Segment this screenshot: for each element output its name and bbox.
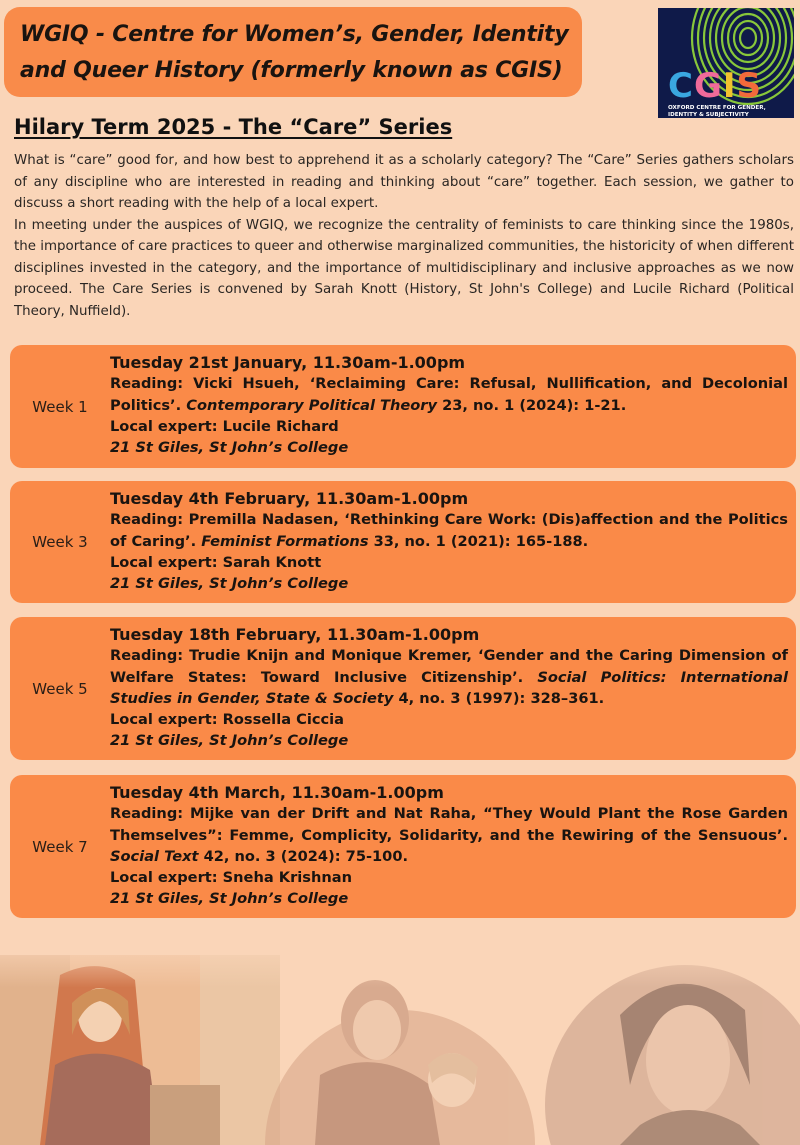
intro-text [14, 150, 794, 322]
week-label: Week 5 [32, 679, 88, 698]
intro-paragraph-1: What is “care” good for, and how best to apprehend it as a scholarly category? The “Care” Series gathers scholars of any discipline who are interested in reading and thinking about “care” together. Each session, we gather to discuss a short reading with the help of a local expert. [14, 153, 794, 211]
local-expert: Local expert: Sarah Knott [110, 553, 322, 571]
session-reading: Reading: Vicki Hsueh, ‘Reclaiming Care: Refusal, Nullification, and Decolonial Politics’. Contemporary Political Theory 23, no. 1 (2024): 1-21. [110, 375, 788, 414]
journal-title: Contemporary Political Theory [186, 396, 438, 414]
logo-wordmark: CGIS [668, 66, 763, 106]
title-line-2: and Queer History (formerly known as CGIS) [20, 58, 563, 83]
session-date: Tuesday 18th February, 11.30am-1.00pm [110, 625, 480, 644]
local-expert: Local expert: Sneha Krishnan [110, 869, 352, 887]
logo-subtitle: OXFORD CENTRE FOR GENDER, IDENTITY & SUBJECTIVITY [668, 105, 766, 118]
local-expert: Local expert: Lucile Richard [110, 417, 339, 435]
journal-title: Feminist Formations [201, 532, 369, 550]
session-location: 21 St Giles, St John’s College [110, 439, 349, 457]
cgis-logo [658, 8, 794, 118]
intro-paragraph-2: In meeting under the auspices of WGIQ, we recognize the centrality of feminists to care thinking since the 1980s, the importance of care practices to queer and otherwise marginalized communities, the historicity of when different disciplines invested in the category, and the importance of multidisciplinary and inclusive approaches as we now proceed. The Care Series is convened by Sarah Knott (History, St John's College) and Lucile Richard (Political Theory, Nuffield). [14, 217, 794, 319]
session-card-week-1 [10, 345, 796, 468]
journal-title: Social Text [110, 847, 199, 865]
session-reading: Reading: Mijke van der Drift and Nat Raha, “They Would Plant the Rose Garden Themselves”: Femme, Complicity, Solidarity, and the Rewiring of the Sensuous’. Social Text 42, no. 3 (2024): 75-100. [110, 805, 788, 865]
title-banner [4, 7, 582, 97]
session-card-week-5 [10, 617, 796, 760]
week-label: Week 7 [32, 837, 88, 856]
session-location: 21 St Giles, St John’s College [110, 732, 349, 750]
session-date: Tuesday 4th March, 11.30am-1.00pm [110, 783, 444, 802]
term-heading: Hilary Term 2025 - The “Care” Series [14, 115, 453, 139]
session-location: 21 St Giles, St John’s College [110, 890, 349, 908]
session-location: 21 St Giles, St John’s College [110, 575, 349, 593]
week-label: Week 1 [32, 397, 88, 416]
historical-portraits-collage [0, 935, 800, 1145]
session-card-week-3 [10, 481, 796, 603]
session-reading: Reading: Trudie Knijn and Monique Kremer, ‘Gender and the Caring Dimension of Welfare States: Toward Inclusive Citizenship’. Social Politics: International Studies in Gender, State & Society 4, no. 3 (1997): 328–361. [110, 647, 789, 707]
title-line-1: WGIQ - Centre for Women’s, Gender, Identity [20, 22, 569, 47]
week-label: Week 3 [32, 533, 88, 551]
local-expert: Local expert: Rossella Ciccia [110, 711, 344, 729]
session-date: Tuesday 21st January, 11.30am-1.00pm [110, 353, 466, 372]
session-reading: Reading: Premilla Nadasen, ‘Rethinking Care Work: (Dis)affection and the Politics of Caring’. Feminist Formations 33, no. 1 (2021): 165-188. [110, 511, 788, 550]
journal-title: Social Politics: International Studies in Gender, State & Society [110, 668, 789, 707]
session-card-week-7 [10, 775, 796, 918]
session-date: Tuesday 4th February, 11.30am-1.00pm [110, 489, 469, 508]
